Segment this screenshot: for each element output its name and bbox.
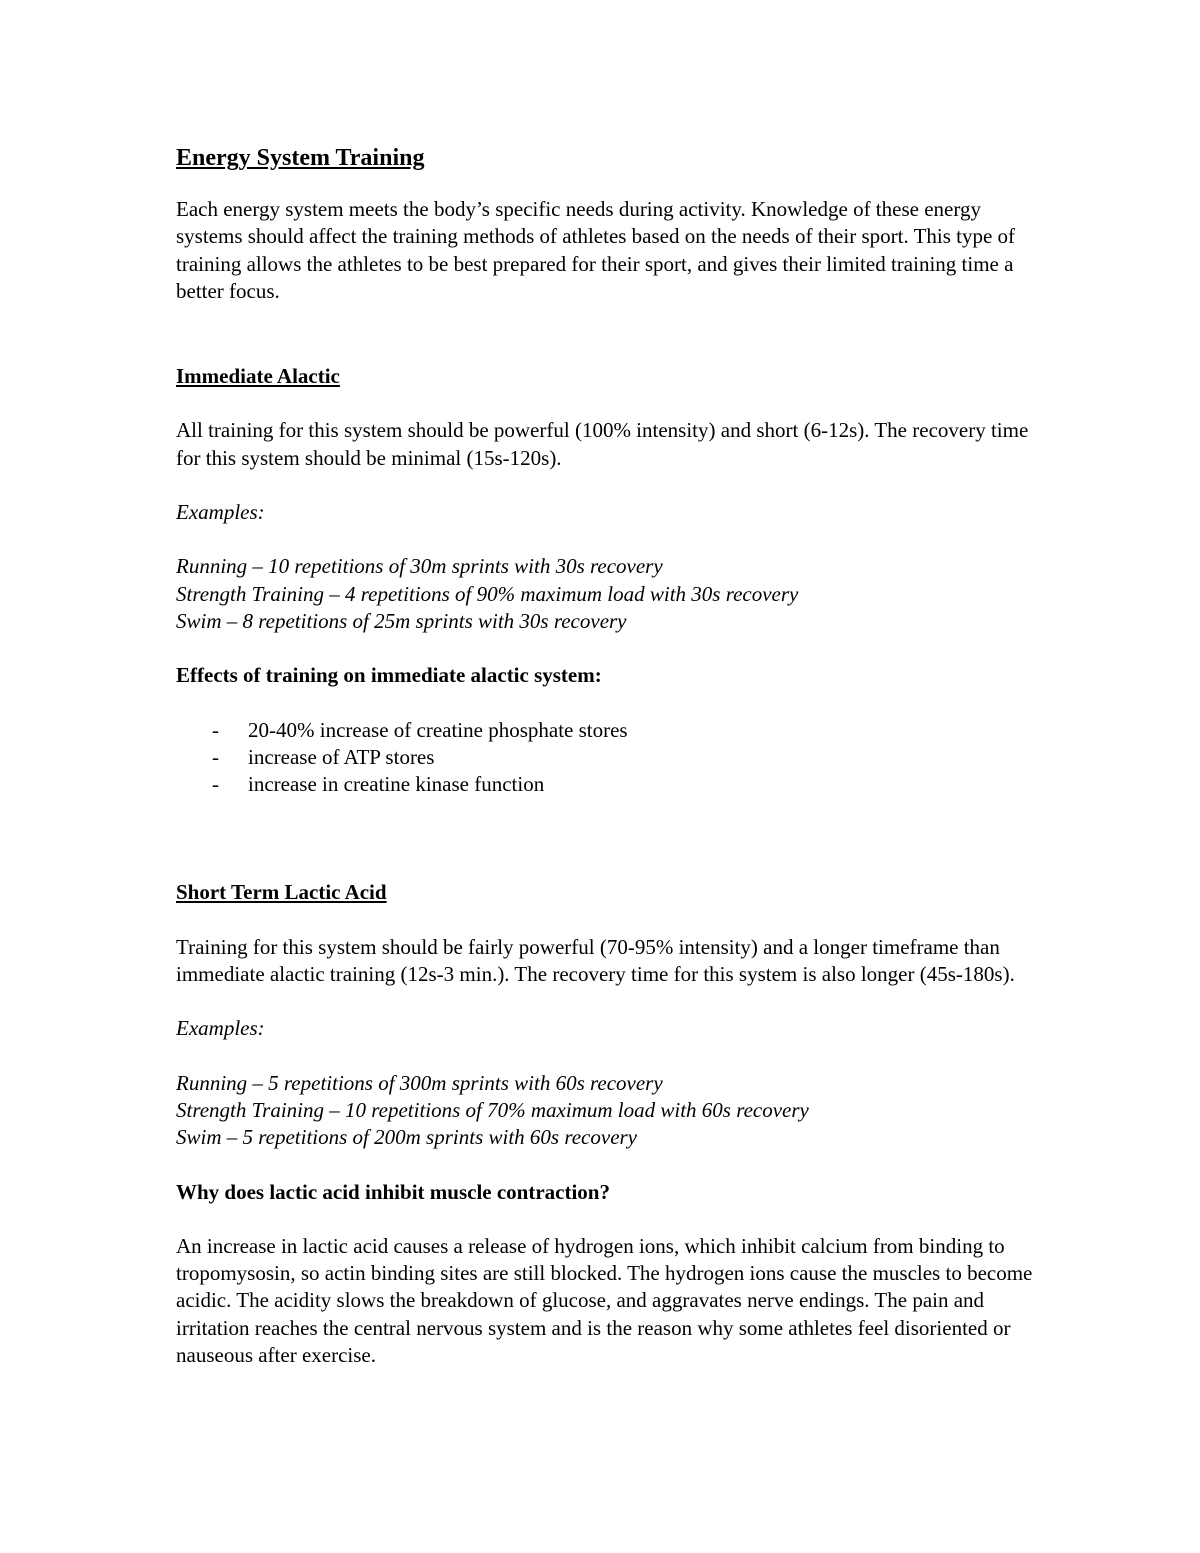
example-item: Swim – 8 repetitions of 25m sprints with 30s recovery <box>176 608 627 633</box>
list-item <box>176 744 1036 771</box>
effects-list <box>176 717 1036 799</box>
effect-text: increase of ATP stores <box>248 744 435 769</box>
section2-examples-list <box>176 1070 1036 1152</box>
document-page <box>176 140 1036 1369</box>
effect-text: 20-40% increase of creatine phosphate stores <box>248 717 628 742</box>
section2-examples-label: Examples: <box>176 1016 265 1041</box>
document-title: Energy System Training <box>176 145 425 171</box>
answer-paragraph: An increase in lactic acid causes a release of hydrogen ions, which inhibit calcium from binding to tropomysosin, so actin binding sites are still blocked. The hydrogen ions cause the muscles to become acidic. The acidity slows the breakdown of glucose, and aggravates nerve endings. The pain and irritation reaches the central nervous system and is the reason why some athletes feel disoriented or nauseous after exercise. <box>176 1233 1033 1368</box>
example-item: Strength Training – 4 repetitions of 90% maximum load with 30s recovery <box>176 581 799 606</box>
section2-body: Training for this system should be fairly powerful (70-95% intensity) and a longer timeframe than immediate alactic training (12s-3 min.). The recovery time for this system is also longer (45s-180s). <box>176 934 1015 987</box>
section-heading-short-term-lactic-acid: Short Term Lactic Acid <box>176 880 387 905</box>
bullet-dash: - <box>212 717 219 742</box>
list-item <box>176 771 1036 798</box>
intro-paragraph: Each energy system meets the body’s specific needs during activity. Knowledge of these energy systems should affect the training methods of athletes based on the needs of their sport. This type of training allows the athletes to be best prepared for their sport, and gives their limited training time a better focus. <box>176 197 1016 303</box>
section1-examples-list <box>176 553 1036 635</box>
example-item: Running – 10 repetitions of 30m sprints with 30s recovery <box>176 554 663 579</box>
bullet-dash: - <box>212 772 219 797</box>
section1-body: All training for this system should be powerful (100% intensity) and short (6-12s). The recovery time for this system should be minimal (15s-120s). <box>176 418 1029 470</box>
list-item <box>176 717 1036 744</box>
example-item: Running – 5 repetitions of 300m sprints with 60s recovery <box>176 1070 663 1095</box>
bullet-dash: - <box>212 744 219 769</box>
effect-text: increase in creatine kinase function <box>248 772 545 797</box>
effects-heading: Effects of training on immediate alactic system: <box>176 663 602 688</box>
section-heading-immediate-alactic: Immediate Alactic <box>176 364 340 389</box>
example-item: Swim – 5 repetitions of 200m sprints with 60s recovery <box>176 1125 638 1150</box>
section1-examples-label: Examples: <box>176 500 265 525</box>
question-heading: Why does lactic acid inhibit muscle contraction? <box>176 1179 610 1204</box>
example-item: Strength Training – 10 repetitions of 70% maximum load with 60s recovery <box>176 1097 809 1122</box>
